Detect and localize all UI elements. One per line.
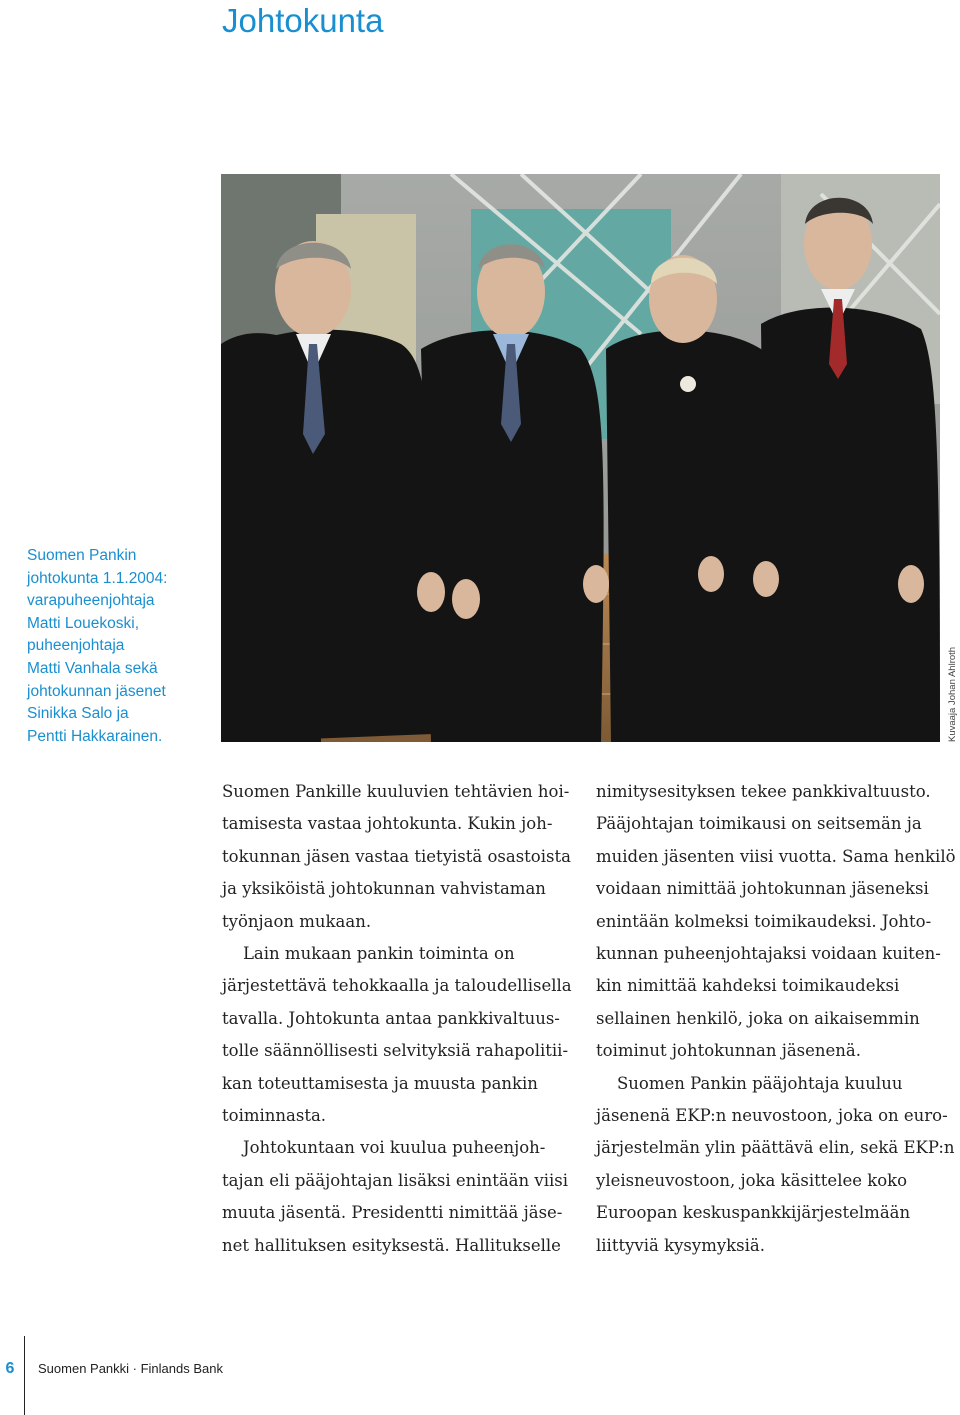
text-line: liittyviä kysymyksiä. (596, 1235, 765, 1255)
text-line: tavalla. Johtokunta antaa pankkivaltuus- (222, 1008, 560, 1028)
text-line: Lain mukaan pankin toiminta on (222, 944, 515, 964)
text-line: työnjaon mukaan. (222, 911, 372, 931)
page-number: 6 (5, 1360, 15, 1377)
caption-line: puheenjohtaja (27, 637, 125, 655)
text-line: Pääjohtajan toimikausi on seitsemän ja (596, 814, 922, 834)
text-line: muiden jäsenten viisi vuotta. Sama henkilö (596, 846, 956, 866)
body-text-left-column (222, 776, 577, 1262)
text-line: net hallituksen esityksestä. Hallitukselle (222, 1235, 561, 1255)
text-line: enintään kolmeksi toimikaudeksi. Johto- (596, 911, 932, 931)
text-line: kunnan puheenjohtajaksi voidaan kuiten- (596, 944, 941, 964)
text-line: tajan eli pääjohtajan lisäksi enintään viisi (222, 1170, 569, 1190)
text-line: järjestettävä tehokkaalla ja taloudellisella (222, 976, 572, 996)
text-line: toiminnasta. (222, 1106, 327, 1126)
text-line: nimitysesityksen tekee pankkivaltuusto. (596, 782, 931, 801)
board-group-photo (221, 174, 940, 742)
text-line: Johtokuntaan voi kuulua puheenjoh- (222, 1138, 546, 1158)
text-line: toiminut johtokunnan jäsenenä. (596, 1041, 862, 1061)
footer-divider (24, 1336, 25, 1415)
photo-caption (27, 545, 217, 748)
text-line: tolle säännöllisesti selvityksiä rahapolitii- (222, 1041, 569, 1061)
caption-line: johtokunta 1.1.2004: (27, 569, 168, 587)
photo-credit: Kuvaaja Johan Ahlroth (947, 646, 958, 742)
caption-line: Matti Vanhala sekä (27, 659, 158, 677)
text-line: ja yksiköistä johtokunnan vahvistaman (222, 879, 546, 899)
text-line: jäsenenä EKP:n neuvostoon, joka on euro- (596, 1106, 948, 1126)
caption-line: Pentti Hakkarainen. (27, 727, 163, 745)
text-line: sellainen henkilö, joka on aikaisemmin (596, 1008, 920, 1028)
text-line: järjestelmän ylin päättävä elin, sekä EKP:n (596, 1138, 955, 1158)
text-line: kan toteuttamisesta ja muusta pankin (222, 1073, 538, 1093)
text-line: voidaan nimittää johtokunnan jäseneksi (596, 879, 929, 899)
text-line: tokunnan jäsen vastaa tietyistä osastoista (222, 846, 571, 866)
caption-line: Matti Louekoski, (27, 614, 139, 632)
text-line: tamisesta vastaa johtokunta. Kukin joh- (222, 814, 553, 834)
caption-line: varapuheenjohtaja (27, 592, 155, 610)
caption-line: johtokunnan jäsenet (27, 682, 166, 700)
text-line: Suomen Pankille kuuluvien tehtävien hoi- (222, 782, 570, 801)
body-text-right-column (596, 776, 956, 1262)
text-line: Euroopan keskuspankkijärjestelmään (596, 1203, 911, 1223)
caption-line: Sinikka Salo ja (27, 705, 129, 723)
text-line: Suomen Pankin pääjohtaja kuuluu (596, 1073, 903, 1093)
footer-publication: Suomen Pankki · Finlands Bank (38, 1361, 223, 1376)
text-line: yleisneuvostoon, joka käsittelee koko (596, 1170, 908, 1190)
caption-line: Suomen Pankin (27, 547, 137, 564)
text-line: muuta jäsentä. Presidentti nimittää jäse- (222, 1203, 563, 1223)
text-line: kin nimittää kahdeksi toimikaudeksi (596, 976, 900, 996)
page-title: Johtokunta (222, 2, 384, 39)
